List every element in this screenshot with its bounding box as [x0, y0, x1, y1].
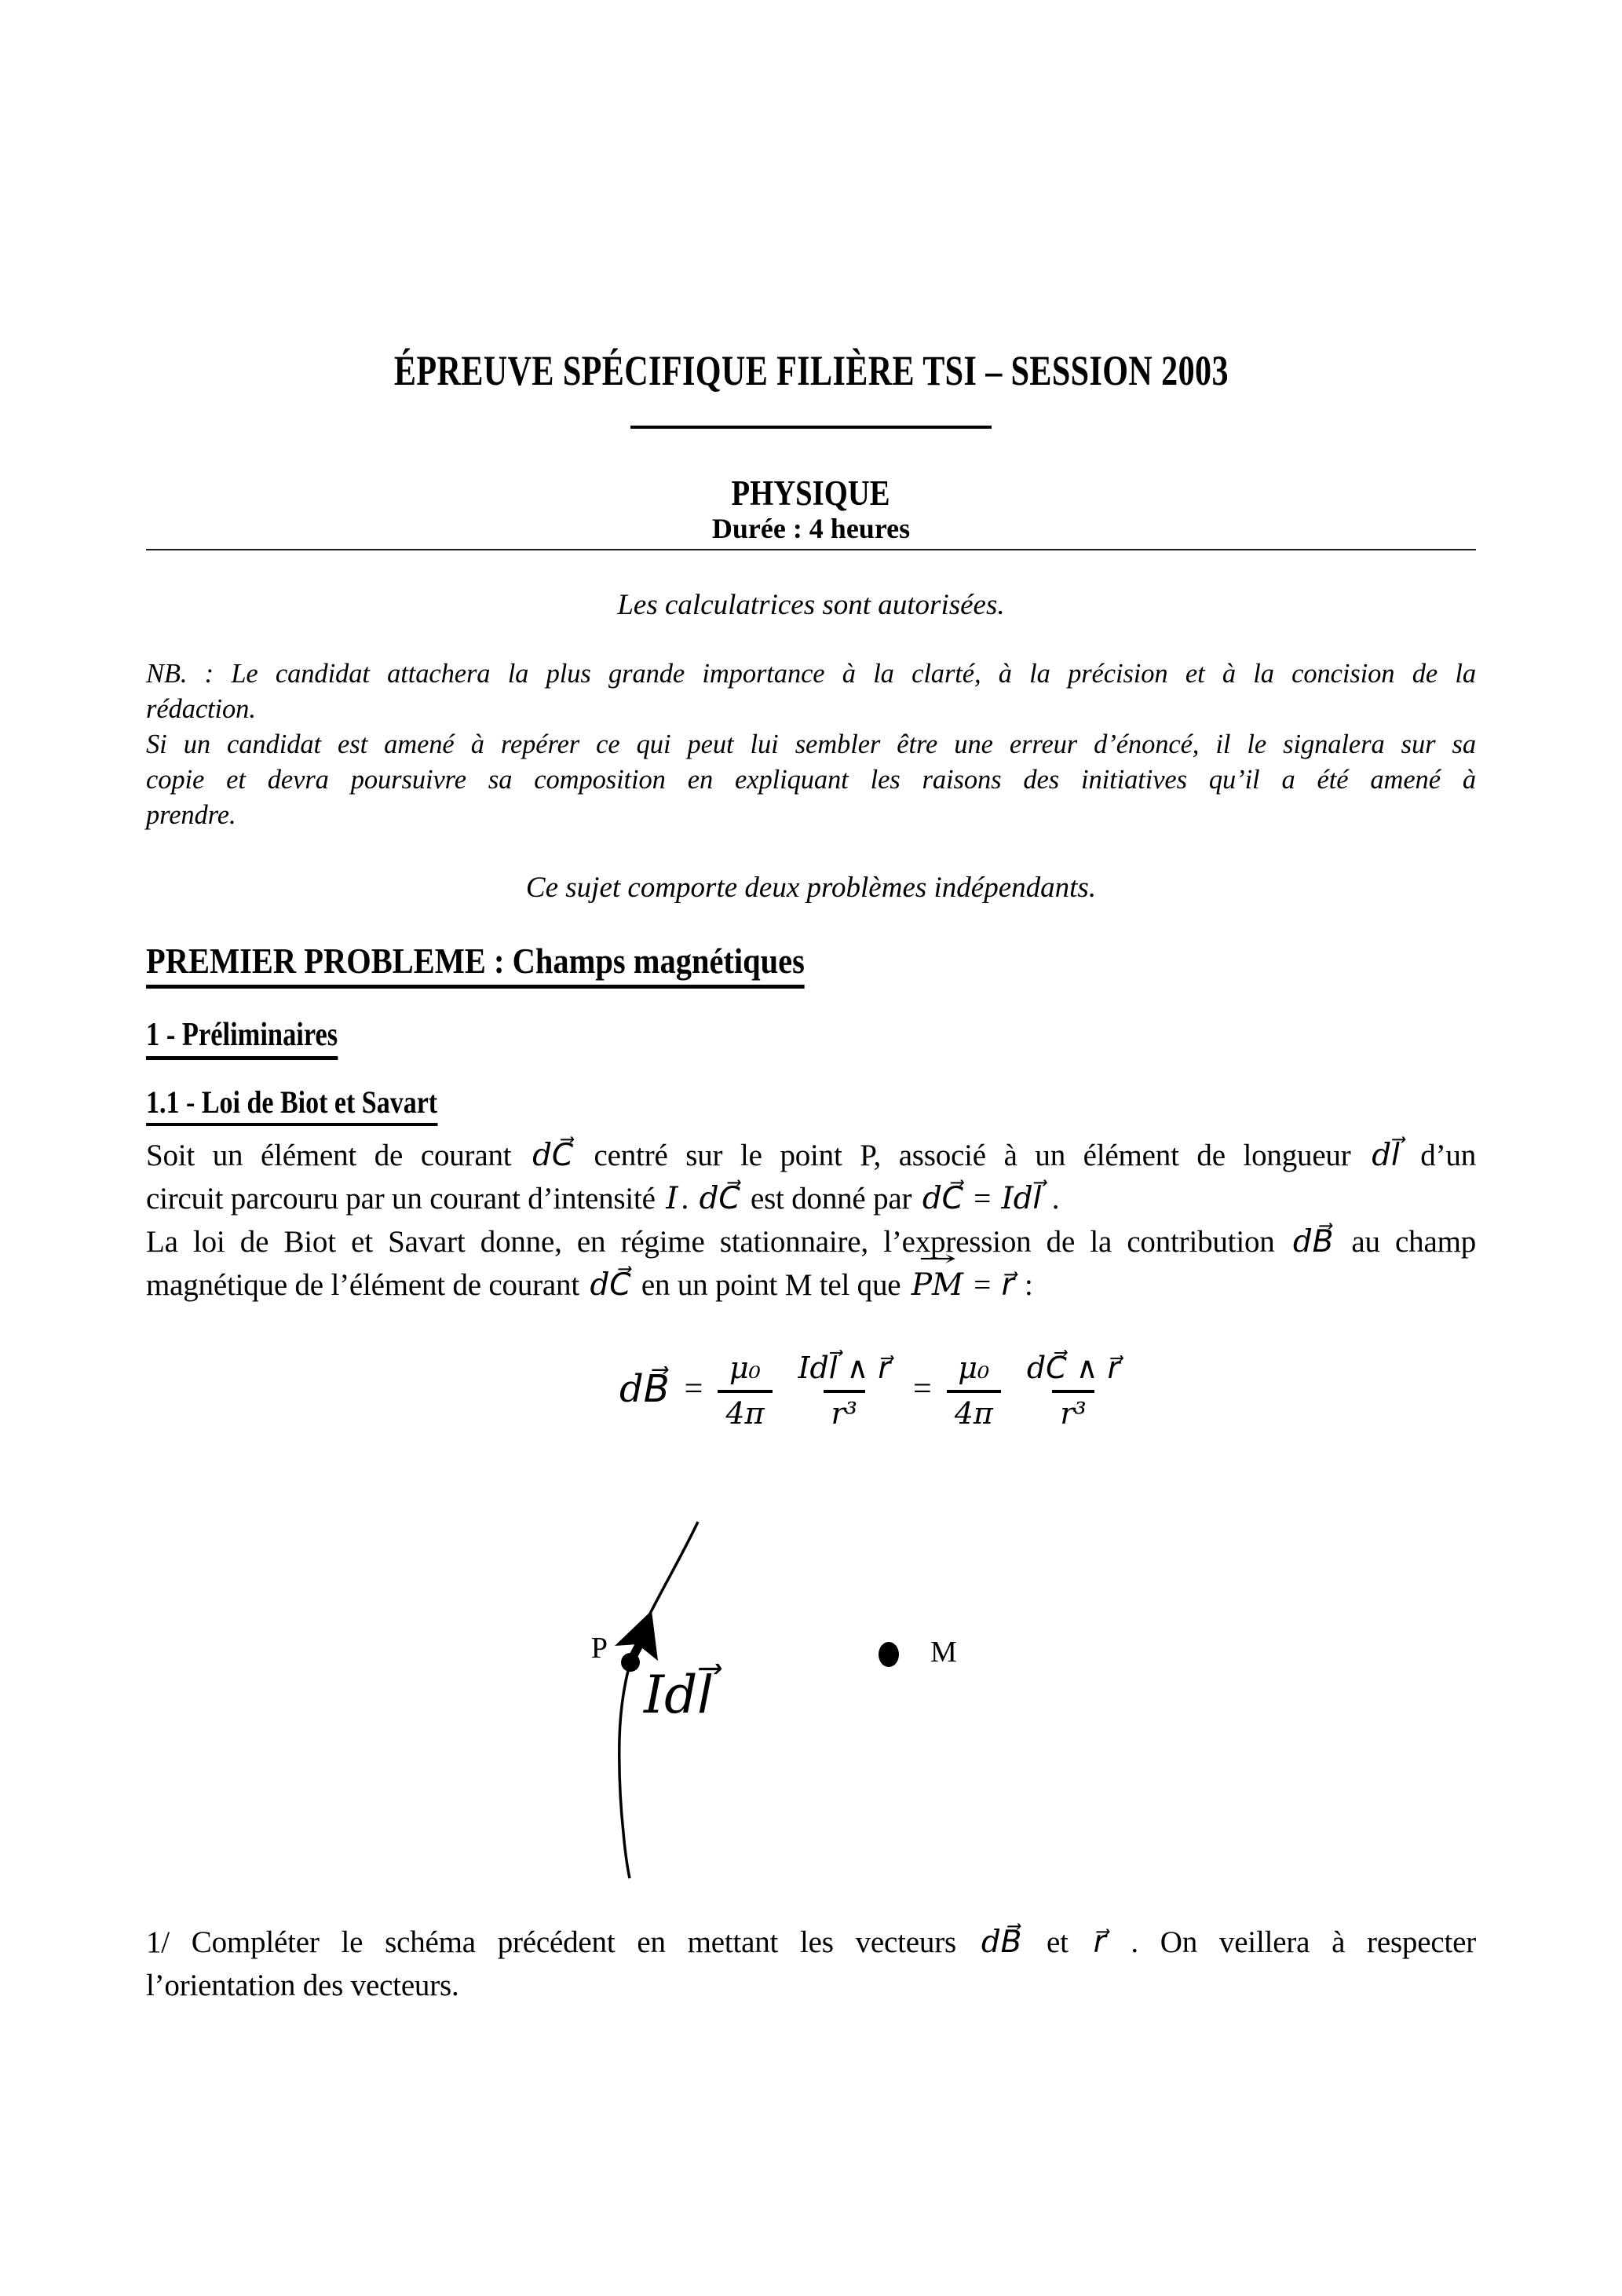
page-title-text: ÉPREUVE SPÉCIFIQUE FILIÈRE TSI – SESSION 2003 [393, 347, 1229, 394]
question-line [146, 1921, 1476, 1964]
notice-line: copie et devra poursuivre sa composition en expliquant les raisons des initiatives qu’il a été amené à [146, 764, 1476, 795]
math-term: dC⃗ [590, 1267, 631, 1303]
fraction-denominator: r³ [1052, 1390, 1094, 1430]
question-1 [146, 1921, 1476, 2007]
text-run: 1/ Compléter le schéma précédent en mettant les vecteurs [146, 1925, 978, 1960]
text-run: circuit parcouru par un courant d’intensité [146, 1182, 663, 1216]
point-p-label: P [590, 1632, 608, 1665]
fraction-numerator: dC⃗ ∧ r⃗ [1026, 1351, 1120, 1386]
page-title [146, 349, 1476, 392]
text-run: d’un [1402, 1139, 1476, 1173]
paragraph-line [146, 1177, 1476, 1220]
equals-sign: = [684, 1371, 703, 1408]
text-run: au champ [1336, 1225, 1477, 1260]
equals-sign: = [913, 1371, 932, 1408]
calculators-note: Les calculatrices sont autorisées. [617, 589, 1005, 621]
text-run: . On veillera à respecter [1109, 1925, 1476, 1960]
text-run: l’orientation des vecteurs. [146, 1969, 459, 2003]
biot-savart-formula [616, 1348, 1131, 1430]
notice-line: prendre. [146, 799, 236, 830]
notice-line: NB. : Le candidat attachera la plus grande importance à la clarté, à la précision et à la concision de la [146, 658, 1476, 689]
math-term: r⃗ [1001, 1267, 1014, 1303]
text-run: en un point M tel que [634, 1268, 908, 1303]
page-content [0, 349, 1622, 2007]
fraction-numerator: Idl⃗ ∧ r⃗ [798, 1351, 890, 1386]
fraction-denominator: 4π [947, 1390, 1001, 1430]
math-term: Idl⃗ [1001, 1181, 1042, 1217]
title-divider [630, 426, 992, 429]
text-run: Soit un élément de courant [146, 1139, 530, 1173]
heading-section1-text: 1 - Préliminaires [146, 1018, 338, 1060]
question-line [146, 1964, 1476, 2007]
idl-vector-label: Idl⃗ [644, 1665, 712, 1726]
point-m-label: M [930, 1636, 957, 1669]
duration [146, 514, 1476, 543]
biot-savart-paragraph [146, 1134, 1476, 1307]
text-run: La loi de Biot et Savart donne, en régime stationnaire, l’expression de la contribution [146, 1225, 1290, 1260]
fraction-numerator: μ₀ [729, 1351, 761, 1386]
text-run: est donné par [743, 1182, 919, 1216]
paragraph-line [146, 1220, 1476, 1263]
fraction-mu-over-4pi [944, 1348, 1004, 1430]
paragraph-line [146, 1134, 1476, 1177]
math-term: dC⃗ [699, 1181, 740, 1217]
math-term: PM → [911, 1263, 963, 1307]
duration-text: Durée : 4 heures [711, 513, 911, 544]
math-term: dl⃗ [1372, 1138, 1400, 1174]
diagram-canvas [539, 1465, 978, 1889]
subject-note: Ce sujet comporte deux problèmes indépendants. [525, 871, 1097, 904]
math-term: dC⃗ [922, 1181, 963, 1217]
math-term: r⃗ [1093, 1925, 1106, 1961]
text-run: magnétique de l’élément de courant [146, 1268, 587, 1303]
subject-title [146, 473, 1476, 513]
fraction-denominator: r³ [824, 1390, 865, 1430]
point-m-dot [879, 1642, 899, 1667]
heading-problem1-text: PREMIER PROBLEME : Champs magnétiques [146, 943, 805, 989]
math-term: I [666, 1181, 678, 1217]
fraction-dc-cross-r [1016, 1348, 1131, 1430]
text-run: et [1025, 1925, 1090, 1960]
fraction-idl-cross-r [787, 1348, 902, 1430]
point-p-dot [621, 1653, 640, 1672]
text-run: centré sur le point P, associé à un élément de longueur [575, 1139, 1369, 1173]
text-run: : [1017, 1268, 1033, 1303]
notice-line: Si un candidat est amené à repérer ce qui peut lui sembler être une erreur d’énoncé, il le signalera sur sa [146, 729, 1476, 759]
text-run: = [966, 1182, 999, 1216]
heading-section11-text: 1.1 - Loi de Biot et Savart [146, 1087, 437, 1126]
notice-line: rédaction. [146, 693, 256, 724]
text-run: . [1044, 1182, 1060, 1216]
math-term: dB⃗ [981, 1925, 1022, 1961]
text-run: = [966, 1268, 999, 1303]
subject-title-text: PHYSIQUE [731, 473, 891, 513]
biot-savart-diagram [146, 1465, 1476, 1889]
fraction-mu-over-4pi [714, 1348, 775, 1430]
text-run: . [681, 1182, 696, 1216]
formula-lhs: dB⃗ [619, 1367, 670, 1412]
nb-notice [146, 656, 1476, 833]
heading-problem1 [146, 943, 1476, 989]
fraction-denominator: 4π [718, 1390, 772, 1430]
heading-section1 [146, 1018, 1476, 1060]
math-term: dC⃗ [532, 1138, 573, 1174]
header-rule [146, 549, 1476, 550]
paragraph-line [146, 1263, 1476, 1307]
math-term: dB⃗ [1292, 1224, 1334, 1260]
heading-section11 [146, 1084, 1476, 1126]
fraction-numerator: μ₀ [958, 1351, 990, 1386]
